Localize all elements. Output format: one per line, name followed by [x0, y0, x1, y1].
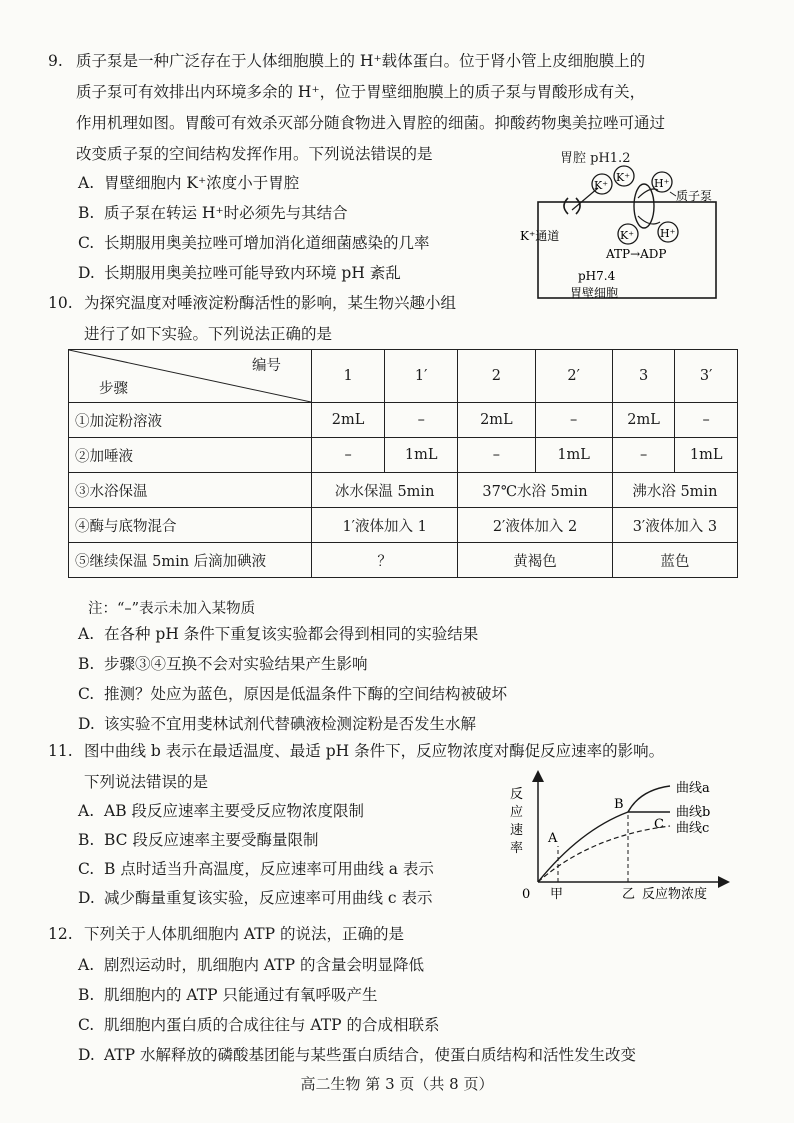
step-label: ③水浴保温 [69, 473, 312, 508]
curve-b-label: 曲线b [676, 805, 711, 820]
table-cell: 1mL [385, 438, 458, 473]
column-header: 3 [612, 350, 675, 403]
column-header: 1′ [385, 350, 458, 403]
stem-line: 作用机理如图。胃酸可有效杀灭部分随食物进入胃腔的细菌。抑酸药物奥美拉唑可通过 [76, 114, 666, 132]
table-cell: 沸水浴 5min [612, 473, 737, 508]
option-d[interactable]: D. 该实验不宜用斐林试剂代替碘液检测淀粉是否发生水解 [78, 715, 477, 733]
svg-text:K⁺: K⁺ [616, 171, 631, 184]
proton-pump-diagram [520, 146, 740, 306]
table-cell: 1mL [535, 438, 612, 473]
table-cell: 3′液体加入 3 [612, 508, 737, 543]
table-cell: ？ [312, 543, 458, 578]
table-row [69, 543, 738, 578]
stem-line: 下列关于人体肌细胞内 ATP 的说法，正确的是 [84, 925, 404, 943]
ph-label: pH7.4 [578, 269, 616, 283]
table-cell: 冰水保温 5min [312, 473, 458, 508]
option-a[interactable]: A. 胃壁细胞内 K⁺浓度小于胃腔 [78, 174, 300, 192]
question-number: 10. [48, 294, 73, 312]
header-number: 编号 [252, 358, 281, 374]
origin-label: 0 [522, 887, 531, 902]
step-label: ④酶与底物混合 [69, 508, 312, 543]
svg-text:K⁺: K⁺ [620, 229, 635, 242]
option-d[interactable]: D. ATP 水解释放的磷酸基团能与某些蛋白质结合，使蛋白质结构和活性发生改变 [78, 1046, 637, 1064]
table-cell: – [385, 403, 458, 438]
stem-line: 改变质子泵的空间结构发挥作用。下列说法错误的是 [76, 145, 433, 163]
table-row [69, 438, 738, 473]
option-b[interactable]: B. BC 段反应速率主要受酶量限制 [78, 831, 319, 849]
stem-line: 图中曲线 b 表示在最适温度、最适 pH 条件下，反应物浓度对酶促反应速率的影响。 [84, 742, 665, 760]
table-header-row [69, 350, 738, 403]
table-cell: 37℃水浴 5min [458, 473, 613, 508]
experiment-table [68, 349, 738, 578]
column-header: 2 [458, 350, 535, 403]
table-row [69, 473, 738, 508]
stomach-cavity-label: 胃腔 pH1.2 [560, 151, 631, 166]
question-number: 11. [48, 742, 73, 760]
table-cell: 2mL [458, 403, 535, 438]
y-axis-label: 应 [510, 805, 524, 820]
curve-a-label: 曲线a [676, 781, 710, 796]
step-label: ②加唾液 [69, 438, 312, 473]
svg-text:H⁺: H⁺ [660, 227, 676, 240]
stem-line: 质子泵是一种广泛存在于人体细胞膜上的 H⁺载体蛋白。位于肾小管上皮细胞膜上的 [76, 52, 646, 70]
point-c-label: C [654, 817, 664, 832]
curve-c-label: 曲线c [676, 821, 710, 836]
option-d[interactable]: D. 减少酶量重复该实验，反应速率可用曲线 c 表示 [78, 889, 433, 907]
option-c[interactable]: C. B 点时适当升高温度，反应速率可用曲线 a 表示 [78, 860, 434, 878]
step-label: ①加淀粉溶液 [69, 403, 312, 438]
table-cell: – [312, 438, 385, 473]
header-step: 步骤 [99, 381, 128, 397]
question-10-stem [48, 288, 748, 350]
svg-text:H⁺: H⁺ [654, 177, 670, 190]
svg-text:K⁺: K⁺ [594, 179, 609, 192]
table-row [69, 508, 738, 543]
option-c[interactable]: C. 推测？处应为蓝色，原因是低温条件下酶的空间结构被破坏 [78, 685, 508, 703]
diagonal-header-cell [69, 350, 312, 403]
reaction-rate-graph [500, 770, 740, 910]
table-cell: – [612, 438, 675, 473]
stem-line: 进行了如下实验。下列说法正确的是 [84, 325, 333, 343]
stem-line: 为探究温度对唾液淀粉酶活性的影响，某生物兴趣小组 [84, 294, 457, 312]
table-cell: 2mL [612, 403, 675, 438]
stem-line: 下列说法错误的是 [84, 773, 209, 791]
table-cell: 1′液体加入 1 [312, 508, 458, 543]
question-number: 9. [48, 52, 63, 70]
option-c[interactable]: C. 长期服用奥美拉唑可增加消化道细菌感染的几率 [78, 234, 430, 252]
column-header: 3′ [675, 350, 738, 403]
y-axis-label: 反 [510, 787, 524, 802]
column-header: 2′ [535, 350, 612, 403]
question-12-stem [48, 919, 748, 950]
option-b[interactable]: B. 肌细胞内的 ATP 只能通过有氧呼吸产生 [78, 986, 378, 1004]
k-channel-label: K⁺通道 [520, 229, 560, 243]
table-row [69, 403, 738, 438]
table-cell: 1mL [675, 438, 738, 473]
table-cell: 2′液体加入 2 [458, 508, 613, 543]
table-cell: – [458, 438, 535, 473]
proton-pump-label: 质子泵 [676, 189, 713, 203]
page-footer: 高二生物 第 3 页（共 8 页） [300, 1075, 494, 1093]
point-a-label: A [548, 831, 558, 846]
option-a[interactable]: A. AB 段反应速率主要受反应物浓度限制 [78, 802, 365, 820]
y-axis-label: 速 [510, 823, 524, 838]
option-b[interactable]: B. 质子泵在转运 H⁺时必须先与其结合 [78, 204, 348, 222]
option-a[interactable]: A. 剧烈运动时，肌细胞内 ATP 的含量会明显降低 [78, 956, 424, 974]
cell-label: 胃壁细胞 [570, 286, 619, 300]
table-cell: – [535, 403, 612, 438]
x-tick-label: 乙 [622, 887, 636, 902]
column-header: 1 [312, 350, 385, 403]
table-cell: 蓝色 [612, 543, 737, 578]
y-axis-label: 率 [510, 841, 524, 856]
table-cell: – [675, 403, 738, 438]
option-a[interactable]: A. 在各种 pH 条件下重复该实验都会得到相同的实验结果 [78, 625, 479, 643]
table-cell: 黄褐色 [458, 543, 613, 578]
table-note: 注：“–”表示未加入某物质 [88, 601, 256, 617]
point-b-label: B [614, 797, 624, 812]
step-label: ⑤继续保温 5min 后滴加碘液 [69, 543, 312, 578]
option-b[interactable]: B. 步骤③④互换不会对实验结果产生影响 [78, 655, 368, 673]
stem-line: 质子泵可有效排出内环境多余的 H⁺，位于胃壁细胞膜上的质子泵与胃酸形成有关， [76, 83, 646, 101]
table-cell: 2mL [312, 403, 385, 438]
atp-label: ATP→ADP [606, 247, 667, 261]
option-d[interactable]: D. 长期服用奥美拉唑可能导致内环境 pH 紊乱 [78, 264, 401, 282]
x-tick-label: 甲 [550, 887, 564, 902]
option-c[interactable]: C. 肌细胞内蛋白质的合成往往与 ATP 的合成相联系 [78, 1016, 440, 1034]
question-number: 12. [48, 925, 73, 943]
x-axis-label: 反应物浓度 [642, 887, 708, 902]
curve-a [628, 786, 670, 812]
